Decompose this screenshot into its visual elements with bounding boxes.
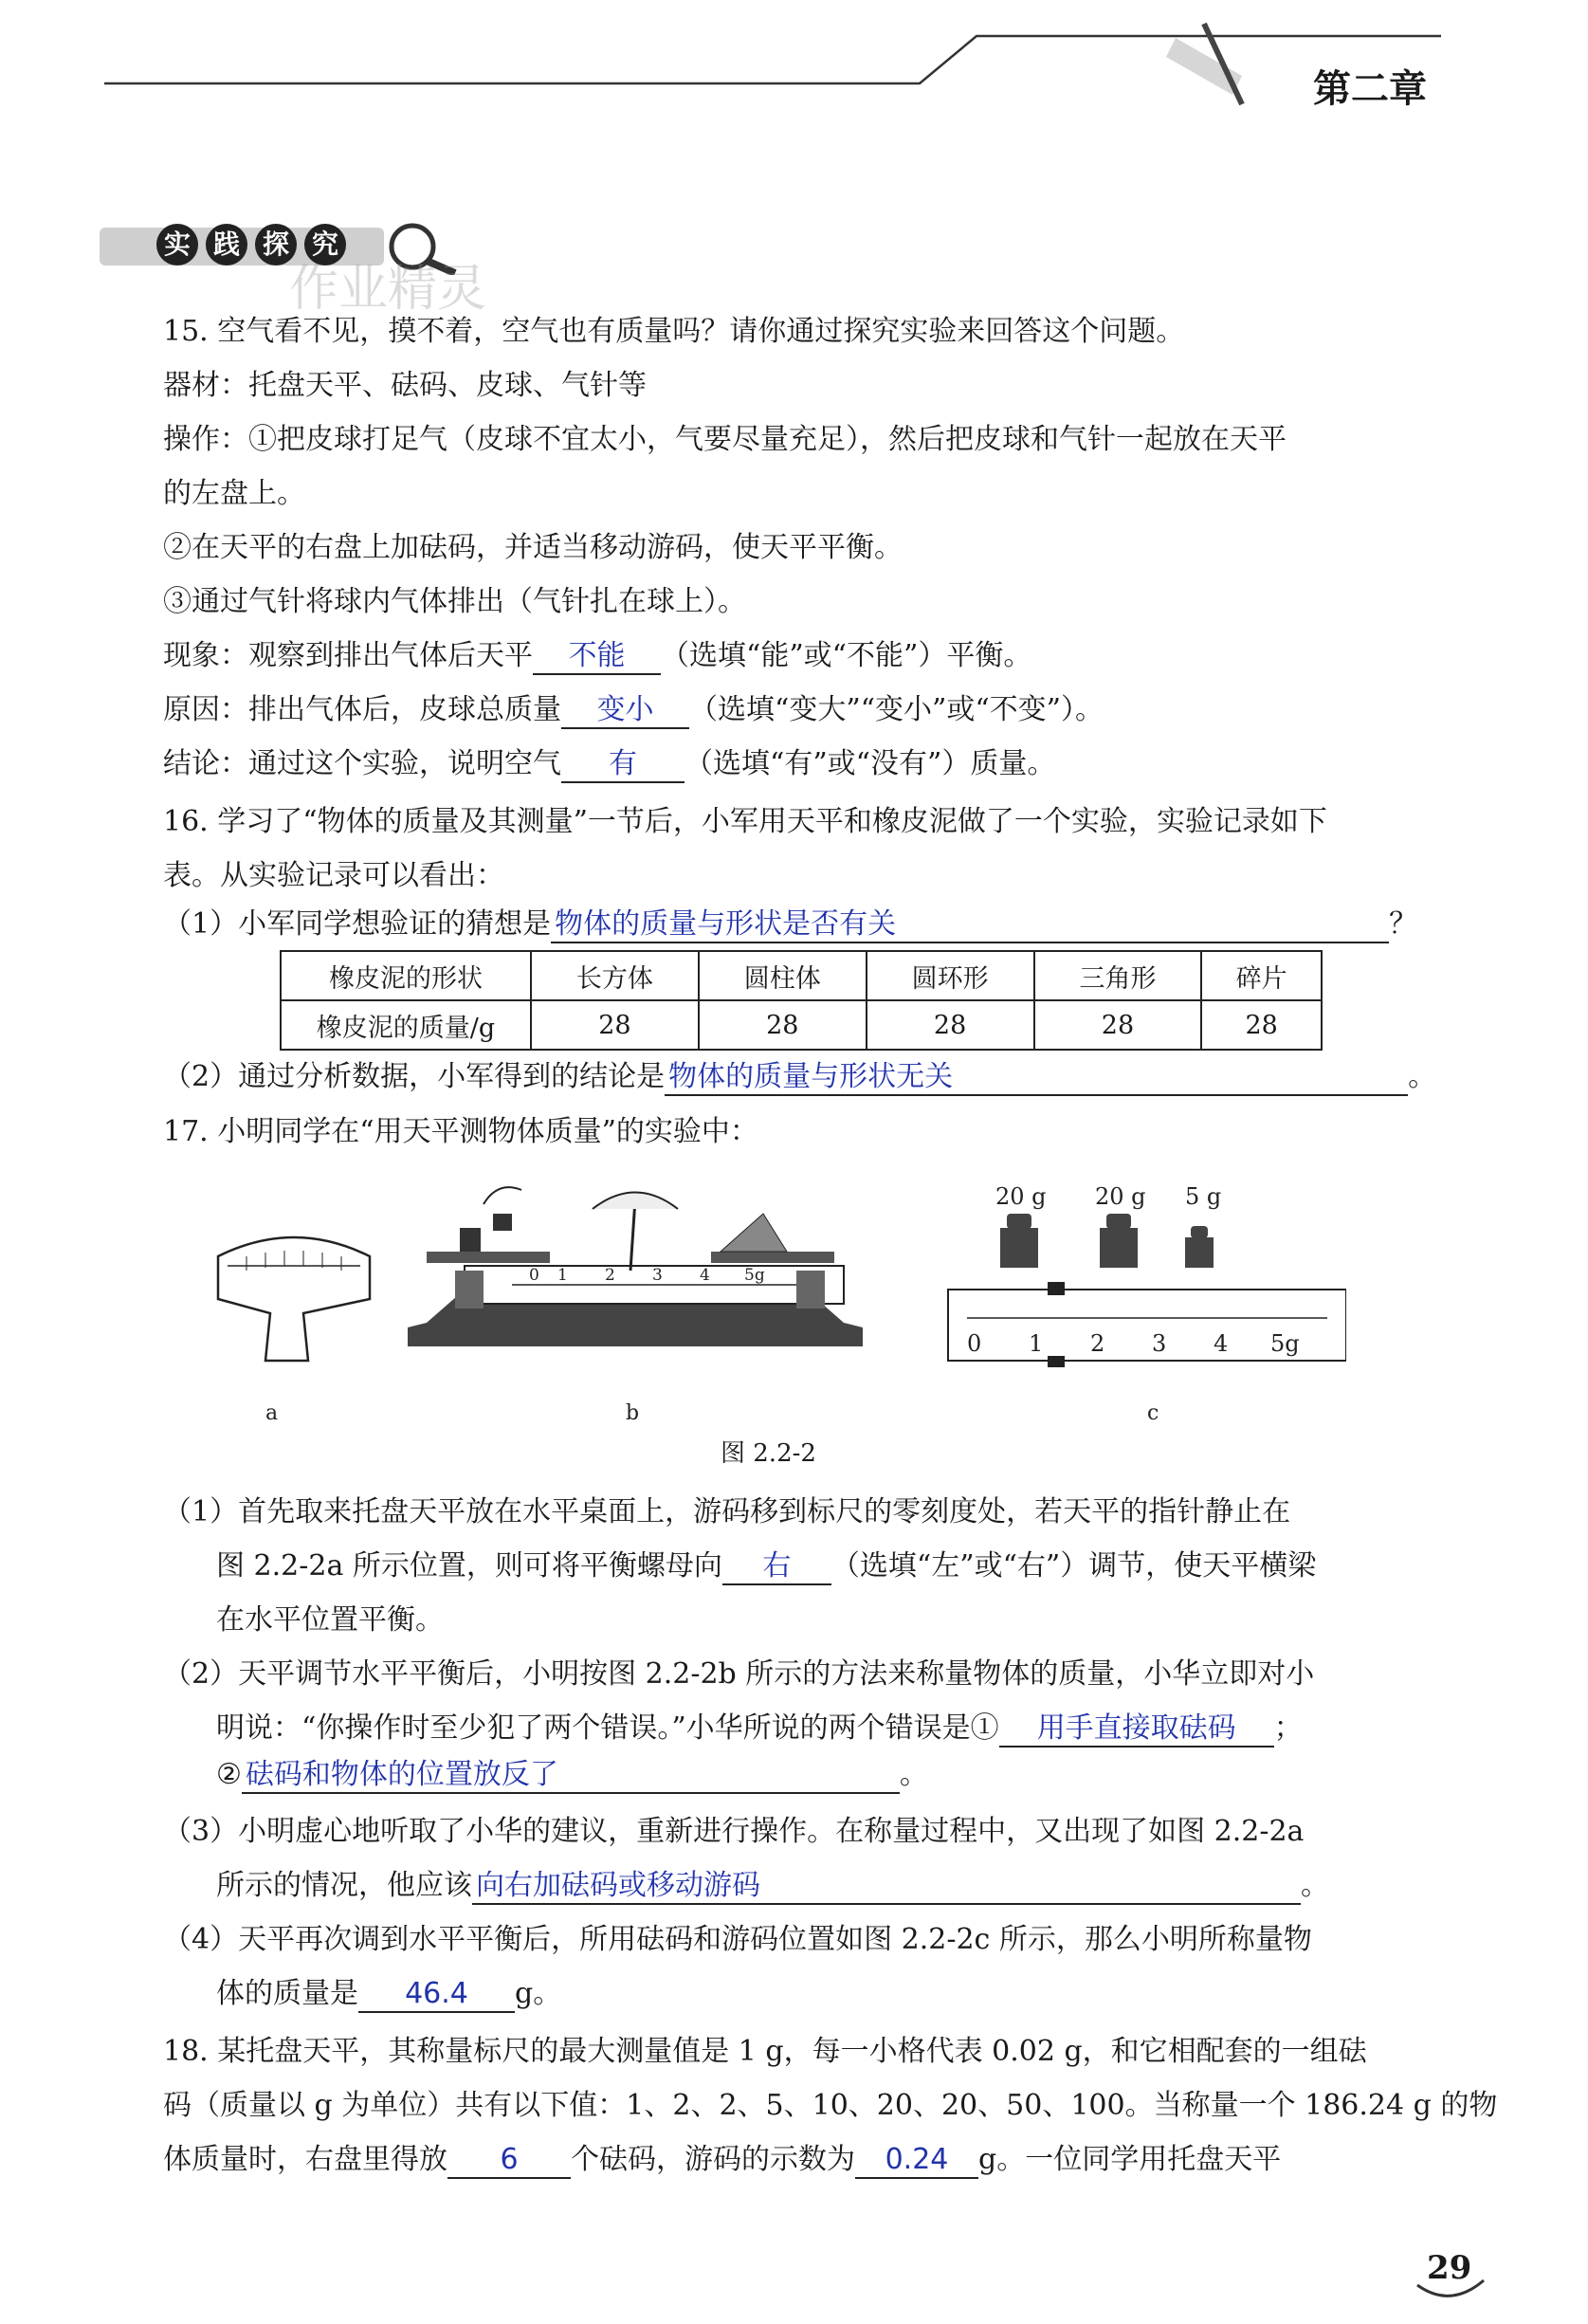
ruler-tick-label: 1 — [1029, 1330, 1044, 1357]
answer-blank[interactable]: 用手直接取砝码 — [999, 1711, 1274, 1748]
ruler-tick-label: 0 — [967, 1330, 982, 1357]
table-cell: 橡皮泥的质量/g — [281, 1000, 531, 1050]
table-cell: 28 — [1201, 1000, 1322, 1050]
figure-label-c: c — [1147, 1401, 1159, 1425]
figure-b-beam-tick: 2 — [605, 1266, 615, 1285]
figure-b-beam-tick: 3 — [652, 1266, 663, 1285]
q18-line2: 码（质量以 g 为单位）共有以下值：1、2、2、5、10、20、20、50、100。当称量一个 186.24 g 的物 — [163, 2089, 1498, 2122]
figure-b-beam-tick: 1 — [557, 1266, 568, 1285]
table-cell: 圆环形 — [867, 951, 1034, 1000]
table-cell: 28 — [531, 1000, 699, 1050]
q15-op3: ③通过气针将球内气体排出（气针扎在球上）。 — [163, 585, 746, 618]
figure-label-b: b — [626, 1401, 640, 1425]
answer-blank[interactable]: 0.24 — [855, 2143, 978, 2179]
ruler-tick-label: 2 — [1090, 1330, 1105, 1357]
figure-a-pointer — [218, 1237, 370, 1361]
weight-label: 20 g — [995, 1183, 1047, 1210]
weight-label: 20 g — [1095, 1183, 1146, 1210]
figure-b-beam-tick: 0 — [529, 1266, 539, 1285]
q18-line1: 18. 某托盘天平，其称量标尺的最大测量值是 1 g，每一小格代表 0.02 g，和它相配套的一组砝 — [163, 2035, 1367, 2068]
q15-op1a: 操作：①把皮球打足气（皮球不宜太小，气要尽量充足），然后把皮球和气针一起放在天平 — [163, 423, 1287, 456]
q15-stem: 15. 空气看不见，摸不着，空气也有质量吗？请你通过探究实验来回答这个问题。 — [163, 315, 1185, 348]
ruler-tick-label: 3 — [1152, 1330, 1167, 1357]
q17-part2a: （2）天平调节水平平衡后，小明按图 2.2-2b 所示的方法来称量物体的质量，小华立即对小 — [163, 1657, 1315, 1691]
q15-op1b: 的左盘上。 — [163, 477, 305, 510]
answer-blank[interactable]: 右 — [722, 1549, 831, 1585]
table-cell: 三角形 — [1034, 951, 1202, 1000]
q17-stem: 17. 小明同学在“用天平测物体质量”的实验中： — [163, 1115, 758, 1148]
q17-part1c: 在水平位置平衡。 — [216, 1603, 444, 1637]
q15-op2: ②在天平的右盘上加砝码，并适当移动游码，使天平平衡。 — [163, 531, 903, 564]
table-cell: 圆柱体 — [699, 951, 867, 1000]
table-cell: 橡皮泥的形状 — [281, 951, 531, 1000]
q17-part2c: ② 砝码和物体的位置放反了 。 — [216, 1754, 928, 1796]
answer-blank[interactable]: 向右加砝码或移动游码 — [472, 1869, 1301, 1905]
figure-label-a: a — [265, 1401, 279, 1425]
q16-stem-a: 16. 学习了“物体的质量及其测量”一节后，小军用天平和橡皮泥做了一个实验，实验记录如下 — [163, 805, 1327, 838]
banner-char: 践 — [206, 224, 247, 265]
q18-line3: 体质量时，右盘里得放 6 个砝码，游码的示数为 0.24 g。一位同学用托盘天平 — [163, 2139, 1281, 2181]
q17-part1b: 图 2.2-2a 所示位置，则可将平衡螺母向 右 （选填“左”或“右”）调节，使天平横梁 — [216, 1546, 1316, 1587]
q17-part4b: 体的质量是 46.4 g。 — [216, 1973, 561, 2015]
table-cell: 28 — [699, 1000, 867, 1050]
figure-b-beam-tick: 5g — [744, 1266, 765, 1285]
figure-b-beam-tick: 4 — [700, 1266, 710, 1285]
record-table — [280, 950, 1323, 1051]
table-cell: 28 — [867, 1000, 1034, 1050]
answer-blank[interactable]: 有 — [561, 747, 684, 783]
q15-conclusion: 结论：通过这个实验，说明空气 有 （选填“有”或“没有”）质量。 — [163, 743, 1055, 785]
ruler-tick-label: 4 — [1214, 1330, 1229, 1357]
q17-part1a: （1）首先取来托盘天平放在水平桌面上，游码移到标尺的零刻度处，若天平的指针静止在 — [163, 1495, 1291, 1528]
figure-b-balance — [408, 1187, 863, 1346]
figure-caption: 图 2.2-2 — [721, 1439, 816, 1468]
q17-part3a: （3）小明虚心地听取了小华的建议，重新进行操作。在称量过程中，又出现了如图 2.2-2a — [163, 1815, 1305, 1848]
table-cell: 28 — [1034, 1000, 1202, 1050]
answer-blank[interactable]: 6 — [447, 2143, 571, 2179]
answer-blank[interactable]: 变小 — [561, 693, 689, 729]
answer-blank[interactable]: 不能 — [533, 639, 661, 675]
answer-blank[interactable]: 46.4 — [358, 1977, 515, 2013]
q17-part4a: （4）天平再次调到水平平衡后，所用砝码和游码位置如图 2.2-2c 所示，那么小明所称量物 — [163, 1923, 1312, 1956]
q15-reason: 原因：排出气体后，皮球总质量 变小 （选填“变大”“变小”或“不变”）。 — [163, 689, 1104, 731]
table-row — [281, 1000, 1322, 1050]
q17-part3b: 所示的情况，他应该 向右加砝码或移动游码 。 — [216, 1865, 1329, 1907]
table-cell: 碎片 — [1201, 951, 1322, 1000]
table-cell: 长方体 — [531, 951, 699, 1000]
q17-part2b: 明说：“你操作时至少犯了两个错误。”小华所说的两个错误是① 用手直接取砝码 ； — [216, 1708, 1303, 1749]
page-number: 29 — [1427, 2249, 1472, 2287]
figure-2-2-2 — [190, 1162, 1346, 1465]
banner-char: 探 — [255, 224, 297, 265]
chapter-title: 第二章 — [1313, 66, 1427, 111]
q15-phenomenon: 现象：观察到排出气体后天平 不能 （选填“能”或“不能”）平衡。 — [163, 635, 1031, 677]
answer-blank[interactable]: 砝码和物体的位置放反了 — [242, 1758, 900, 1794]
ruler-tick-label: 5g — [1270, 1330, 1300, 1357]
banner-char: 究 — [304, 224, 346, 265]
table-row — [281, 951, 1322, 1000]
answer-blank[interactable]: 物体的质量与形状无关 — [665, 1060, 1408, 1096]
q16-stem-b: 表。从实验记录可以看出： — [163, 859, 504, 892]
weight-label: 5 g — [1185, 1183, 1222, 1210]
q16-part2: （2）通过分析数据，小军得到的结论是 物体的质量与形状无关 。 — [163, 1056, 1436, 1098]
banner-char: 实 — [156, 224, 198, 265]
answer-blank[interactable]: 物体的质量与形状是否有关 — [551, 907, 1389, 943]
watermark: 作业精灵 — [289, 261, 487, 318]
q15-materials: 器材：托盘天平、砝码、皮球、气针等 — [163, 369, 647, 402]
q16-part1: （1）小军同学想验证的猜想是 物体的质量与形状是否有关 ？ — [163, 904, 1417, 945]
